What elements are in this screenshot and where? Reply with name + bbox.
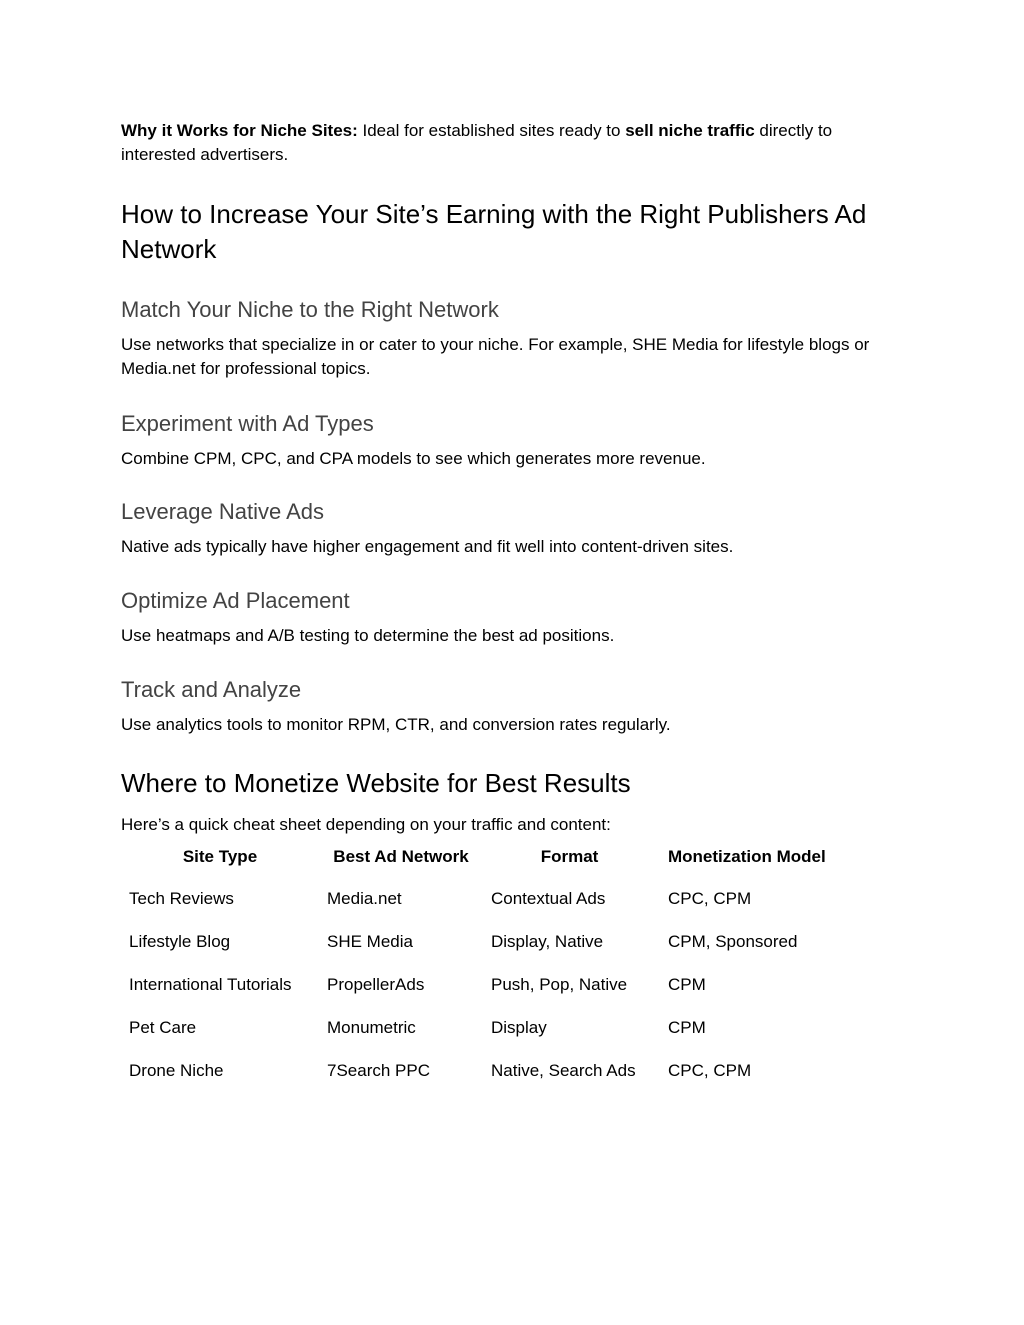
cheat-sheet-intro: Here’s a quick cheat sheet depending on your traffic and content: <box>121 815 611 834</box>
table-row <box>121 973 851 1016</box>
cell-model: CPC, CPM <box>668 1061 752 1080</box>
subheading-ad-placement: Optimize Ad Placement <box>121 588 350 613</box>
table-header-row <box>121 845 851 887</box>
cheat-sheet-table <box>121 845 851 1102</box>
intro-paragraph <box>121 119 901 167</box>
intro-text-1: Ideal for established sites ready to <box>357 121 626 140</box>
subheading-native-ads: Leverage Native Ads <box>121 499 325 524</box>
body-experiment-ad-types: Combine CPM, CPC, and CPA models to see which generates more revenue. <box>121 449 706 468</box>
body-native-ads: Native ads typically have higher engagement and fit well into content-driven sites. <box>121 537 734 556</box>
cell-ad-network: Media.net <box>327 889 402 908</box>
cell-site-type: Drone Niche <box>129 1061 224 1080</box>
body-track-analyze: Use analytics tools to monitor RPM, CTR, and conversion rates regularly. <box>121 715 671 734</box>
section-heading-where-to-monetize: Where to Monetize Website for Best Results <box>121 768 631 798</box>
cell-ad-network: 7Search PPC <box>327 1061 430 1080</box>
cell-model: CPC, CPM <box>668 889 752 908</box>
cell-format: Push, Pop, Native <box>491 975 628 994</box>
table-row <box>121 887 851 930</box>
subheading-experiment-ad-types: Experiment with Ad Types <box>121 411 374 436</box>
subheading-track-analyze: Track and Analyze <box>121 677 302 702</box>
cell-ad-network: SHE Media <box>327 932 413 951</box>
body-ad-placement: Use heatmaps and A/B testing to determine the best ad positions. <box>121 626 615 645</box>
header-format: Format <box>540 847 599 866</box>
table-row <box>121 930 851 973</box>
table-row <box>121 1016 851 1059</box>
intro-bold-lead: Why it Works for Niche Sites: <box>121 121 358 140</box>
cell-format: Display, Native <box>491 932 604 951</box>
cell-format: Native, Search Ads <box>491 1061 636 1080</box>
header-best-ad-network: Best Ad Network <box>333 847 469 866</box>
cell-model: CPM <box>668 1018 706 1037</box>
header-monetization-model: Monetization Model <box>668 847 826 866</box>
cell-site-type: Pet Care <box>129 1018 197 1037</box>
cell-model: CPM <box>668 975 706 994</box>
header-site-type: Site Type <box>182 847 258 866</box>
cell-site-type: Lifestyle Blog <box>129 932 231 951</box>
cell-ad-network: Monumetric <box>327 1018 416 1037</box>
section-heading-increase-earning: How to Increase Your Site’s Earning with the Right Publishers Ad Network <box>121 199 867 264</box>
cell-format: Display <box>491 1018 547 1037</box>
cell-format: Contextual Ads <box>491 889 606 908</box>
cell-model: CPM, Sponsored <box>668 932 798 951</box>
intro-text-2: directly to interested advertisers. <box>121 121 833 164</box>
cell-ad-network: PropellerAds <box>327 975 425 994</box>
cell-site-type: International Tutorials <box>129 975 292 994</box>
body-match-niche: Use networks that specialize in or cater to your niche. For example, SHE Media for lifestyle blogs or Media.net for professional topics. <box>121 335 870 378</box>
table-row <box>121 1059 851 1102</box>
subheading-match-niche: Match Your Niche to the Right Network <box>121 297 499 322</box>
cell-site-type: Tech Reviews <box>129 889 234 908</box>
intro-bold-mid: sell niche traffic <box>625 121 755 140</box>
